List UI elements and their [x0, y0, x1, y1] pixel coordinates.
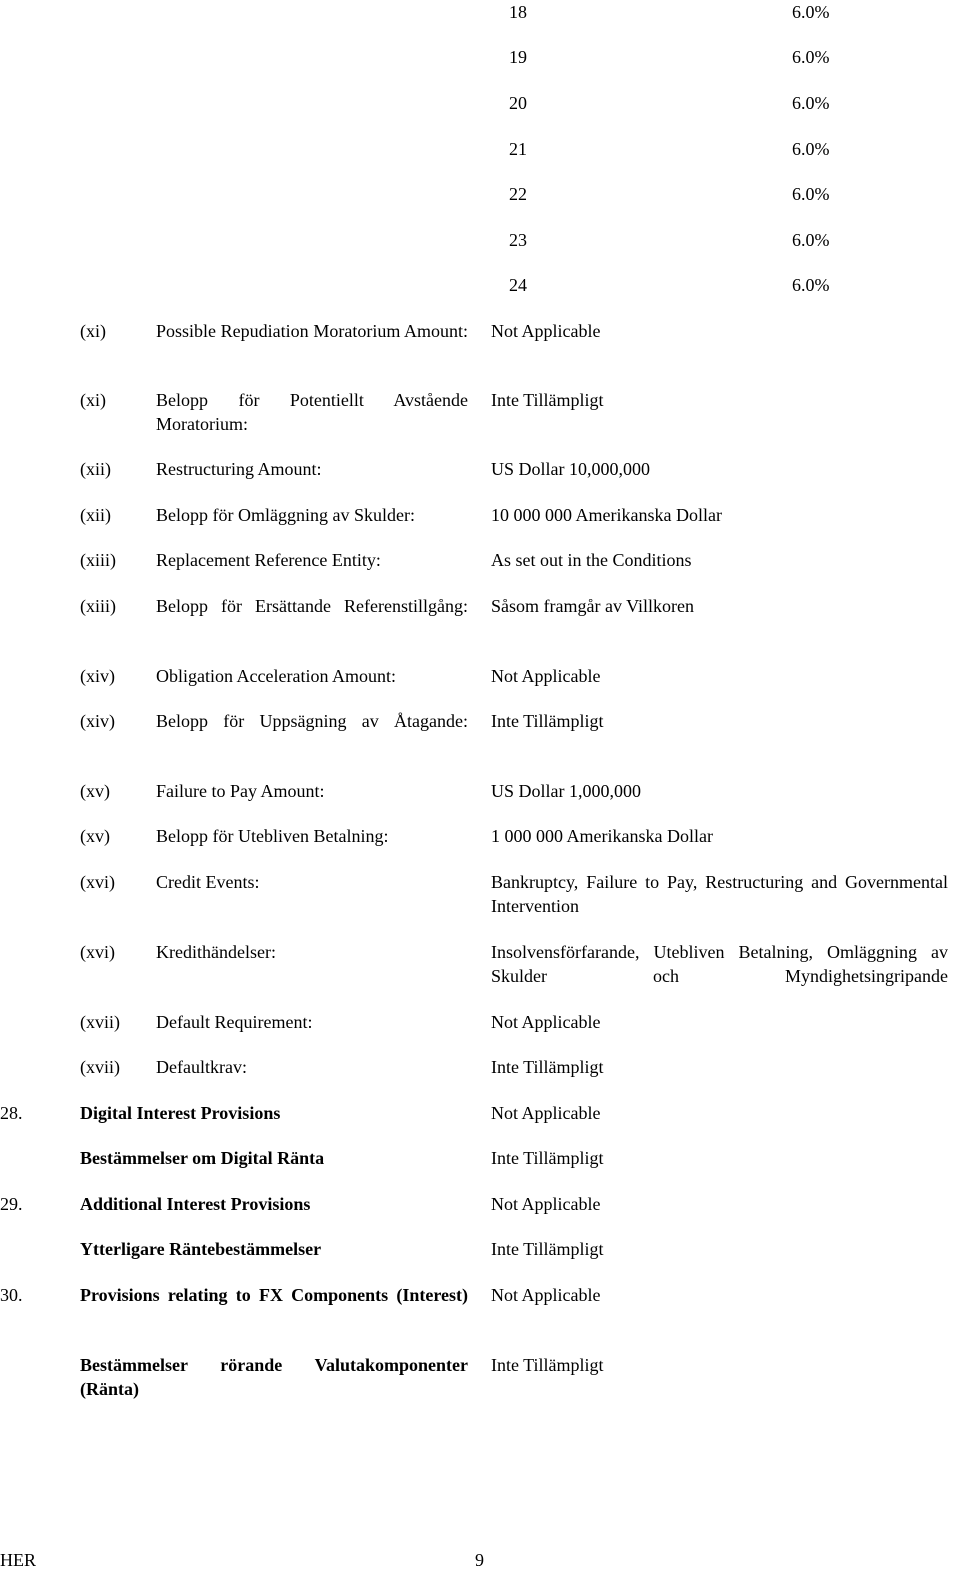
rate-value: 6.0%	[792, 2, 830, 22]
item-value: Not Applicable	[491, 1012, 601, 1032]
item-number: (xv)	[80, 826, 110, 846]
section-heading: Digital Interest Provisions	[80, 1103, 281, 1123]
item-number: (xi)	[80, 390, 106, 410]
section-heading: Additional Interest Provisions	[80, 1194, 311, 1214]
item-label: Restructuring Amount:	[156, 459, 322, 479]
rate-period: 22	[509, 184, 527, 204]
rate-value: 6.0%	[792, 275, 830, 295]
item-label: Credit Events:	[156, 872, 260, 892]
item-value: Inte Tillämpligt	[491, 711, 604, 731]
page-number: 9	[475, 1550, 484, 1570]
rate-period: 19	[509, 47, 527, 67]
item-value: 1 000 000 Amerikanska Dollar	[491, 826, 713, 846]
item-number: (xiv)	[80, 711, 115, 731]
section-value: Not Applicable	[491, 1103, 601, 1123]
section-value: Not Applicable	[491, 1194, 601, 1214]
section-value-sv: Inte Tillämpligt	[491, 1239, 604, 1259]
section-number: 29.	[0, 1194, 23, 1214]
rate-period: 24	[509, 275, 527, 295]
item-number: (xii)	[80, 505, 111, 525]
item-label: Failure to Pay Amount:	[156, 781, 325, 801]
item-label: Belopp för Ersättande Referenstillgång:	[156, 596, 468, 616]
item-number: (xv)	[80, 781, 110, 801]
item-number: (xvii)	[80, 1057, 120, 1077]
rate-value: 6.0%	[792, 184, 830, 204]
item-label: Belopp för Uppsägning av Åtagande:	[156, 711, 468, 731]
item-number: (xi)	[80, 321, 106, 341]
item-value: US Dollar 1,000,000	[491, 781, 641, 801]
item-label: Kredithändelser:	[156, 942, 276, 962]
item-number: (xii)	[80, 459, 111, 479]
item-number: (xiii)	[80, 596, 116, 616]
item-number: (xvii)	[80, 1012, 120, 1032]
item-value: Insolvensförfarande, Utebliven Betalning, Omläggning av Skulder och Myndighetsingripande	[491, 942, 948, 986]
item-value: As set out in the Conditions	[491, 550, 692, 570]
section-heading-sv: Bestämmelser om Digital Ränta	[80, 1148, 325, 1168]
item-label: Obligation Acceleration Amount:	[156, 666, 396, 686]
item-label: Possible Repudiation Moratorium Amount:	[156, 321, 468, 341]
rate-period: 20	[509, 93, 527, 113]
item-value: US Dollar 10,000,000	[491, 459, 650, 479]
rate-period: 21	[509, 139, 527, 159]
item-number: (xiv)	[80, 666, 115, 686]
rate-value: 6.0%	[792, 230, 830, 250]
section-number: 30.	[0, 1285, 23, 1305]
item-value: Bankruptcy, Failure to Pay, Restructuring and Governmental Intervention	[491, 872, 948, 916]
item-label: Belopp för Utebliven Betalning:	[156, 826, 389, 846]
section-heading-sv: Ytterligare Räntebestämmelser	[80, 1239, 322, 1259]
item-label: Replacement Reference Entity:	[156, 550, 381, 570]
rate-period: 23	[509, 230, 527, 250]
footer-reference: HER	[0, 1550, 36, 1570]
rate-period: 18	[509, 2, 527, 22]
item-label: Belopp för Omläggning av Skulder:	[156, 505, 415, 525]
item-number: (xvi)	[80, 872, 115, 892]
item-label: Default Requirement:	[156, 1012, 313, 1032]
section-heading: Provisions relating to FX Components (Interest)	[80, 1285, 468, 1305]
item-value: Inte Tillämpligt	[491, 390, 604, 410]
rate-value: 6.0%	[792, 47, 830, 67]
item-value: Såsom framgår av Villkoren	[491, 596, 695, 616]
rate-value: 6.0%	[792, 139, 830, 159]
section-value-sv: Inte Tillämpligt	[491, 1148, 604, 1168]
item-value: 10 000 000 Amerikanska Dollar	[491, 505, 722, 525]
item-number: (xvi)	[80, 942, 115, 962]
item-label: Belopp för Potentiellt Avstående Moratorium:	[156, 390, 468, 434]
section-heading-sv: Bestämmelser rörande Valutakomponenter (Ränta)	[80, 1355, 468, 1399]
item-value: Not Applicable	[491, 321, 601, 341]
item-label: Defaultkrav:	[156, 1057, 247, 1077]
section-number: 28.	[0, 1103, 23, 1123]
section-value-sv: Inte Tillämpligt	[491, 1355, 604, 1375]
item-value: Inte Tillämpligt	[491, 1057, 604, 1077]
item-value: Not Applicable	[491, 666, 601, 686]
rate-value: 6.0%	[792, 93, 830, 113]
section-value: Not Applicable	[491, 1285, 601, 1305]
item-number: (xiii)	[80, 550, 116, 570]
